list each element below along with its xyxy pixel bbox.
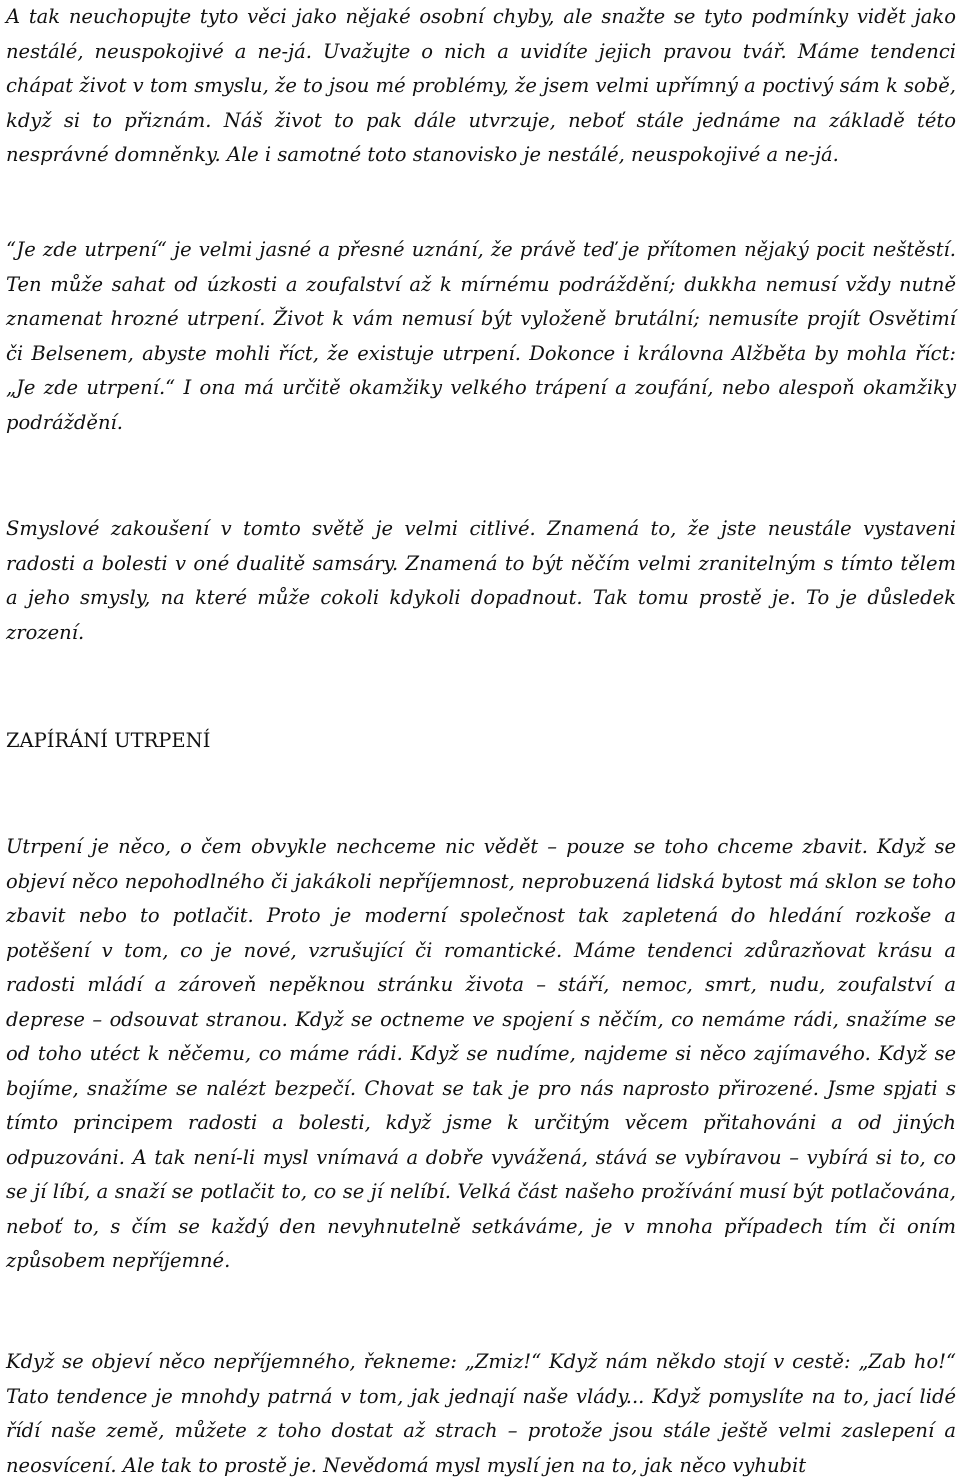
paragraph-4: Utrpení je něco, o čem obvykle nechceme nic vědět – pouze se toho chceme zbavit. Když se objeví něco nepohodlného či jakákoli nepříjemnost, neprobuzená lidská bytost má sklon se toho zbavit nebo to potlačit. Proto je moderní společnost tak zapletená do hledání rozkoše a potěšení v tom, co je nové, vzrušující či romantické. Máme tendenci zdůrazňovat krásu a radosti mládí a zároveň nepěknou stránku života – stáří, nemoc, smrt, nudu, zoufalství a deprese – odsouvat stranou. Když se octneme ve spojení s něčím, co nemáme rádi, snažíme se od toho utéct k něčemu, co máme rádi. Když se nudíme, najdeme si něco zajímavého. Když se bojíme, snažíme se nalézt bezpečí. Chovat se tak je pro nás naprosto přirozené. Jsme spjati s tímto principem radosti a bolesti, když jsme k určitým věcem přitahováni a od jiných odpuzováni. A tak není-li mysl vnímavá a dobře vyvážená, stává se vybíravou – vybírá si to, co se jí líbí, a snaží se potlačit to, co se jí nelíbí. Velká část našeho prožívání musí být potlačována, neboť to, s čím se každý den nevyhnutelně setkáváme, je v mnoha případech tím či oním způsobem nepříjemné. (6, 835, 956, 1272)
paragraph-2: “Je zde utrpení“ je velmi jasné a přesné uznání, že právě teď je přítomen nějaký pocit neštěstí. Ten může sahat od úzkosti a zoufalství až k mírnému podráždění; dukkha nemusí vždy nutně znamenat hrozné utrpení. Život k vám nemusí být vyloženě brutální; nemusíte projít Osvětimí či Belsenem, abyste mohli říct, že existuje utrpení. Dokonce i královna Alžběta by mohla říct: „Je zde utrpení.“ I ona má určitě okamžiky velkého trápení a zoufání, nebo alespoň okamžiky podráždění. (6, 238, 956, 434)
paragraph-1: A tak neuchopujte tyto věci jako nějaké osobní chyby, ale snažte se tyto podmínky vidět jako nestálé, neuspokojivé a ne-já. Uvažujte o nich a uvidíte jejich pravou tvář. Máme tendenci chápat život v tom smyslu, že to jsou mé problémy, že jsem velmi upřímný a poctivý sám k sobě, když si to přiznám. Náš život to pak dále utvrzuje, neboť stále jednáme na základě této nesprávné domněnky. Ale i samotné toto stanovisko je nestálé, neuspokojivé a ne-já. (6, 5, 956, 166)
section-heading: ZAPÍRÁNÍ UTRPENÍ (6, 729, 211, 752)
paragraph-5: Když se objeví něco nepříjemného, řekneme: „Zmiz!“ Když nám někdo stojí v cestě: „Zab ho!“ Tato tendence je mnohdy patrná v tom, jak jednají naše vlády... Když pomyslíte na to, jací lidé řídí naše země, můžete z toho dostat až strach – protože jsou stále ještě velmi zaslepení a neosvícení. Ale tak to prostě je. Nevědomá mysl myslí jen na to, jak něco vyhubit (6, 1350, 956, 1477)
paragraph-3: Smyslové zakoušení v tomto světě je velmi citlivé. Znamená to, že jste neustále vystaveni radosti a bolesti v oné dualitě samsáry. Znamená to být něčím velmi zranitelným s tímto tělem a jeho smysly, na které může cokoli kdykoli dopadnout. Tak tomu prostě je. To je důsledek zrození. (6, 517, 956, 644)
